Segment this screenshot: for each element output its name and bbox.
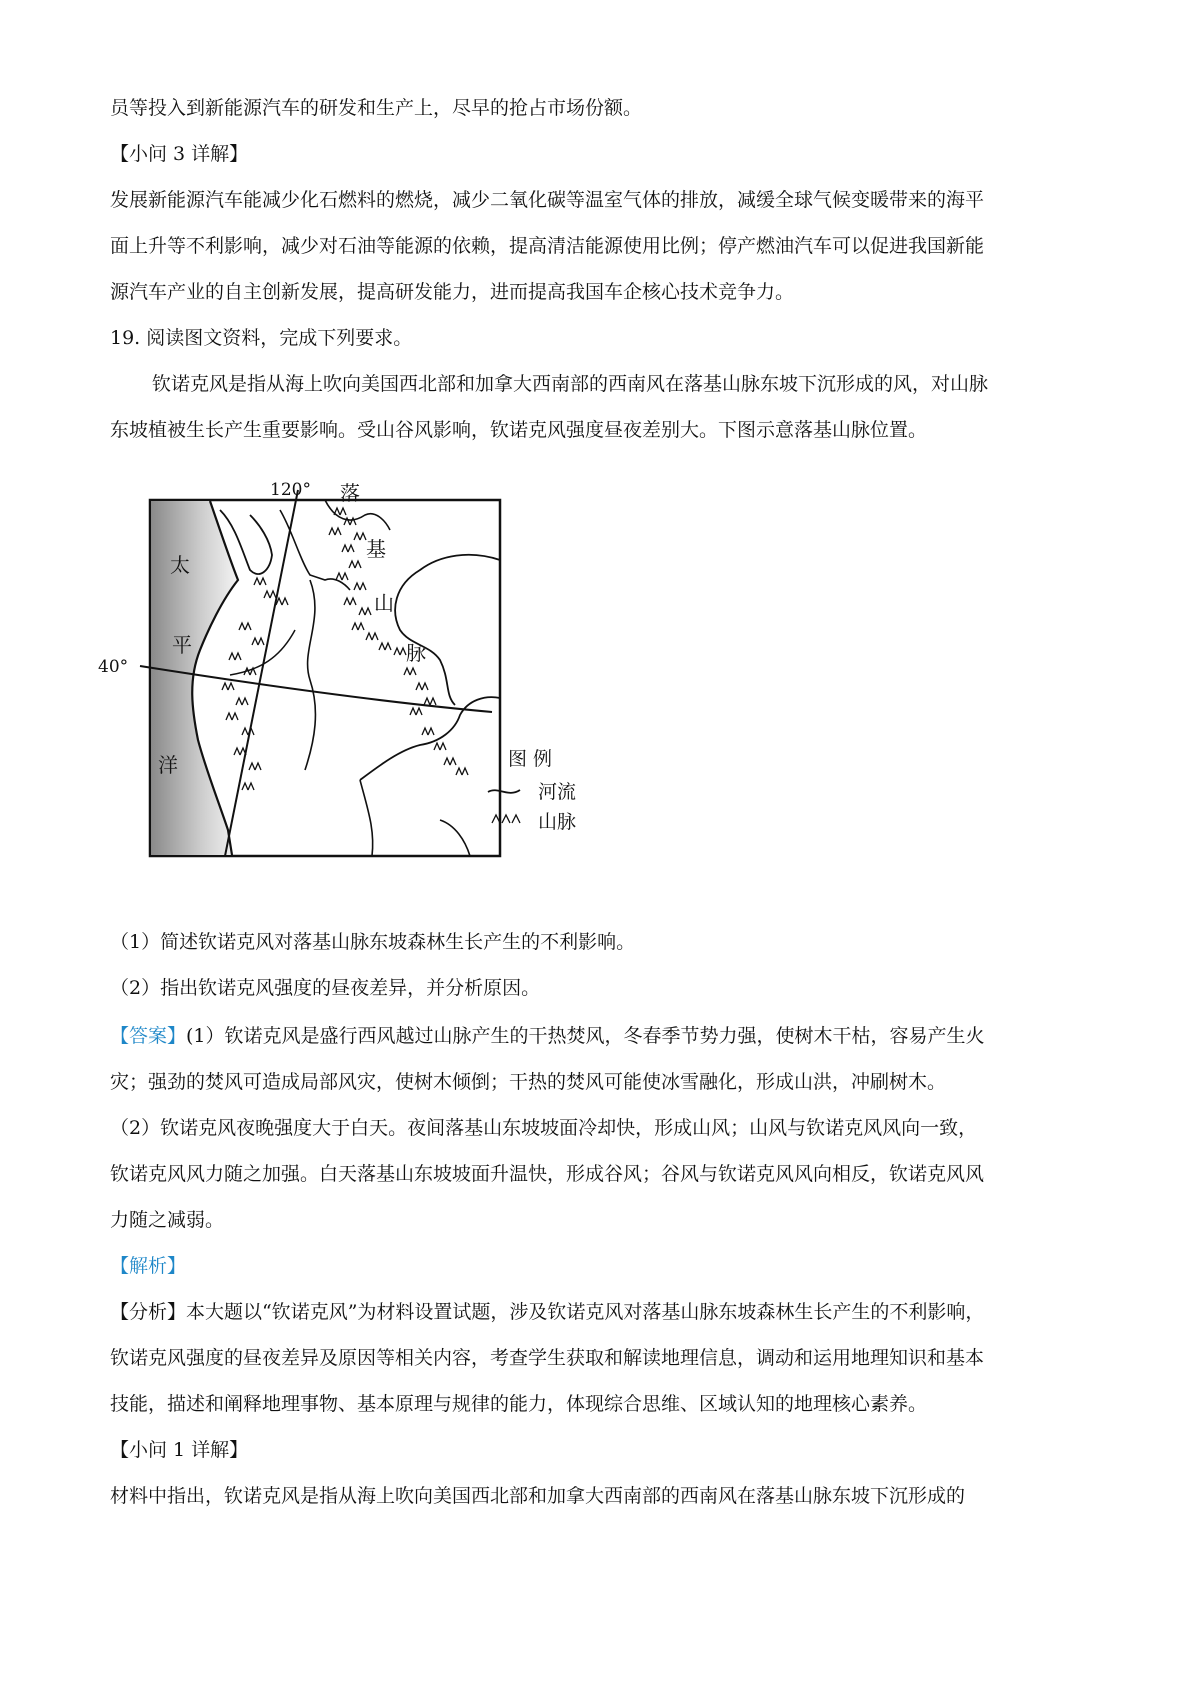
answer-line: （2）钦诺克风夜晚强度大于白天。夜间落基山东坡坡面冷却快，形成山风；山风与钦诺克风风向一致， (110, 1117, 978, 1139)
mountain-label: 基 (366, 537, 386, 561)
text-line: 源汽车产业的自主创新发展，提高研发能力，进而提高我国车企核心技术竞争力。 (110, 281, 795, 303)
material-text: 东坡植被生长产生重要影响。受山谷风影响，钦诺克风强度昼夜差别大。下图示意落基山脉位置。 (110, 419, 928, 441)
latitude-label: 40° (98, 657, 129, 677)
analysis-line: 技能，描述和阐释地理事物、基本原理与规律的能力，体现综合思维、区域认知的地理核心素养。 (110, 1393, 928, 1415)
longitude-label: 120° (270, 480, 311, 500)
sub-question: （2）指出钦诺克风强度的昼夜差异，并分析原因。 (110, 977, 541, 999)
text-line: 面上升等不利影响，减少对石油等能源的依赖，提高清洁能源使用比例；停产燃油汽车可以促进我国新能 (110, 235, 985, 257)
legend-river-label: 河流 (538, 781, 577, 803)
text-line: 员等投入到新能源汽车的研发和生产上，尽早的抢占市场份额。 (110, 97, 643, 119)
legend-title: 图 例 (508, 748, 553, 770)
answer-line: 钦诺克风风力随之加强。白天落基山东坡坡面升温快，形成谷风；谷风与钦诺克风风向相反，钦诺克风风 (110, 1163, 985, 1185)
analysis-label: 【解析】 (110, 1255, 187, 1277)
answer-line: 力随之减弱。 (110, 1209, 225, 1231)
analysis-line: 钦诺克风强度的昼夜差异及原因等相关内容，考查学生获取和解读地理信息，调动和运用地理知识和基本 (110, 1347, 985, 1369)
mountain-label: 落 (340, 481, 360, 505)
ocean-label: 洋 (158, 753, 178, 777)
answer-label: 【答案】 (110, 1025, 187, 1047)
analysis-line: 材料中指出，钦诺克风是指从海上吹向美国西北部和加拿大西南部的西南风在落基山脉东坡下沉形成的 (110, 1485, 966, 1507)
mountain-label: 山 (374, 591, 394, 615)
analysis-line: 【分析】本大题以“钦诺克风”为材料设置试题，涉及钦诺克风对落基山脉东坡森林生长产生的不利影响， (110, 1301, 985, 1323)
text-line: 发展新能源汽车能减少化石燃料的燃烧，减少二氧化碳等温室气体的排放，减缓全球气候变暖带来的海平 (110, 189, 985, 211)
legend-mountain-label: 山脉 (538, 811, 577, 833)
material-text: 钦诺克风是指从海上吹向美国西北部和加拿大西南部的西南风在落基山脉东坡下沉形成的风，对山脉 (152, 373, 989, 395)
subsection-heading: 【小问 1 详解】 (110, 1439, 249, 1461)
question-heading: 19. 阅读图文资料，完成下列要求。 (110, 327, 413, 349)
ocean-label: 平 (172, 633, 192, 657)
answer-line: 灾；强劲的焚风可造成局部风灾，使树木倾倒；干热的焚风可能使冰雪融化，形成山洪，冲刷树木。 (110, 1071, 947, 1093)
sub-question: （1）简述钦诺克风对落基山脉东坡森林生长产生的不利影响。 (110, 931, 636, 953)
ocean-label: 太 (170, 553, 190, 577)
rocky-mountains-map (98, 480, 670, 900)
mountain-label: 脉 (406, 641, 426, 665)
answer-line: 【答案】(1）钦诺克风是盛行西风越过山脉产生的干热焚风，冬春季节势力强，使树木干枯，容易产生火 (110, 1025, 985, 1047)
subsection-heading: 【小问 3 详解】 (110, 143, 249, 165)
